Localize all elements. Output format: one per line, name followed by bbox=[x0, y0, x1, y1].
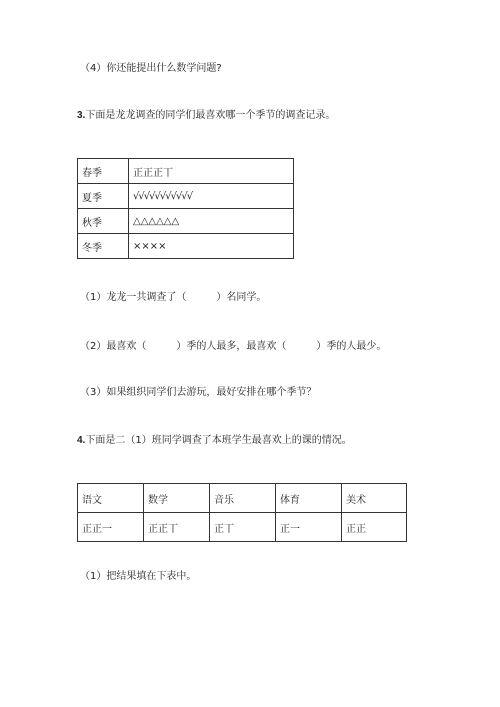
tally-cell: △△△△△△ bbox=[129, 209, 294, 234]
question-4-number: 4. bbox=[77, 435, 86, 446]
season-cell: 秋季 bbox=[78, 209, 129, 234]
table-row bbox=[78, 234, 294, 259]
table-row bbox=[78, 209, 294, 234]
tally-cell: 正正一 bbox=[78, 513, 144, 542]
question-3-text: 下面是龙龙调查的同学们最喜欢哪一个季节的调查记录。 bbox=[85, 110, 336, 121]
tally-cell: 正正 bbox=[342, 513, 407, 542]
season-cell: 夏季 bbox=[78, 184, 129, 209]
subject-cell: 体育 bbox=[276, 484, 342, 513]
tally-cell: 正丅 bbox=[210, 513, 276, 542]
tally-cell: ×××× bbox=[129, 234, 294, 259]
q3-sub-question-2: （2）最喜欢（ ）季的人最多，最喜欢（ ）季的人最少。 bbox=[80, 341, 387, 352]
subject-cell: 美术 bbox=[342, 484, 407, 513]
subject-cell: 音乐 bbox=[210, 484, 276, 513]
table-row bbox=[78, 184, 294, 209]
q2-sub-question-4: （4）你还能提出什么数学问题? bbox=[80, 63, 222, 74]
tally-cell: 正一 bbox=[276, 513, 342, 542]
table-row bbox=[78, 159, 294, 184]
question-4-heading bbox=[77, 434, 352, 448]
question-4-text: 下面是二（1）班同学调查了本班学生最喜欢上的课的情况。 bbox=[85, 435, 352, 446]
question-3-number: 3. bbox=[77, 110, 86, 121]
season-cell: 春季 bbox=[78, 159, 129, 184]
table-row bbox=[78, 484, 407, 513]
tally-cell: √√√√√√√√√√√ bbox=[129, 184, 294, 209]
favorite-subject-table bbox=[77, 483, 407, 542]
season-survey-table bbox=[77, 158, 294, 259]
question-3-heading bbox=[77, 109, 335, 123]
q3-sub-question-1: （1）龙龙一共调查了（ ）名同学。 bbox=[80, 292, 267, 303]
tally-cell: 正正正丅 bbox=[129, 159, 294, 184]
table-row bbox=[78, 513, 407, 542]
subject-cell: 语文 bbox=[78, 484, 144, 513]
q3-sub-question-3: （3）如果组织同学们去游玩，最好安排在哪个季节？ bbox=[80, 387, 317, 398]
tally-cell: 正正丅 bbox=[144, 513, 210, 542]
season-cell: 冬季 bbox=[78, 234, 129, 259]
subject-cell: 数学 bbox=[144, 484, 210, 513]
q4-sub-question-1: （1）把结果填在下表中。 bbox=[80, 571, 197, 582]
